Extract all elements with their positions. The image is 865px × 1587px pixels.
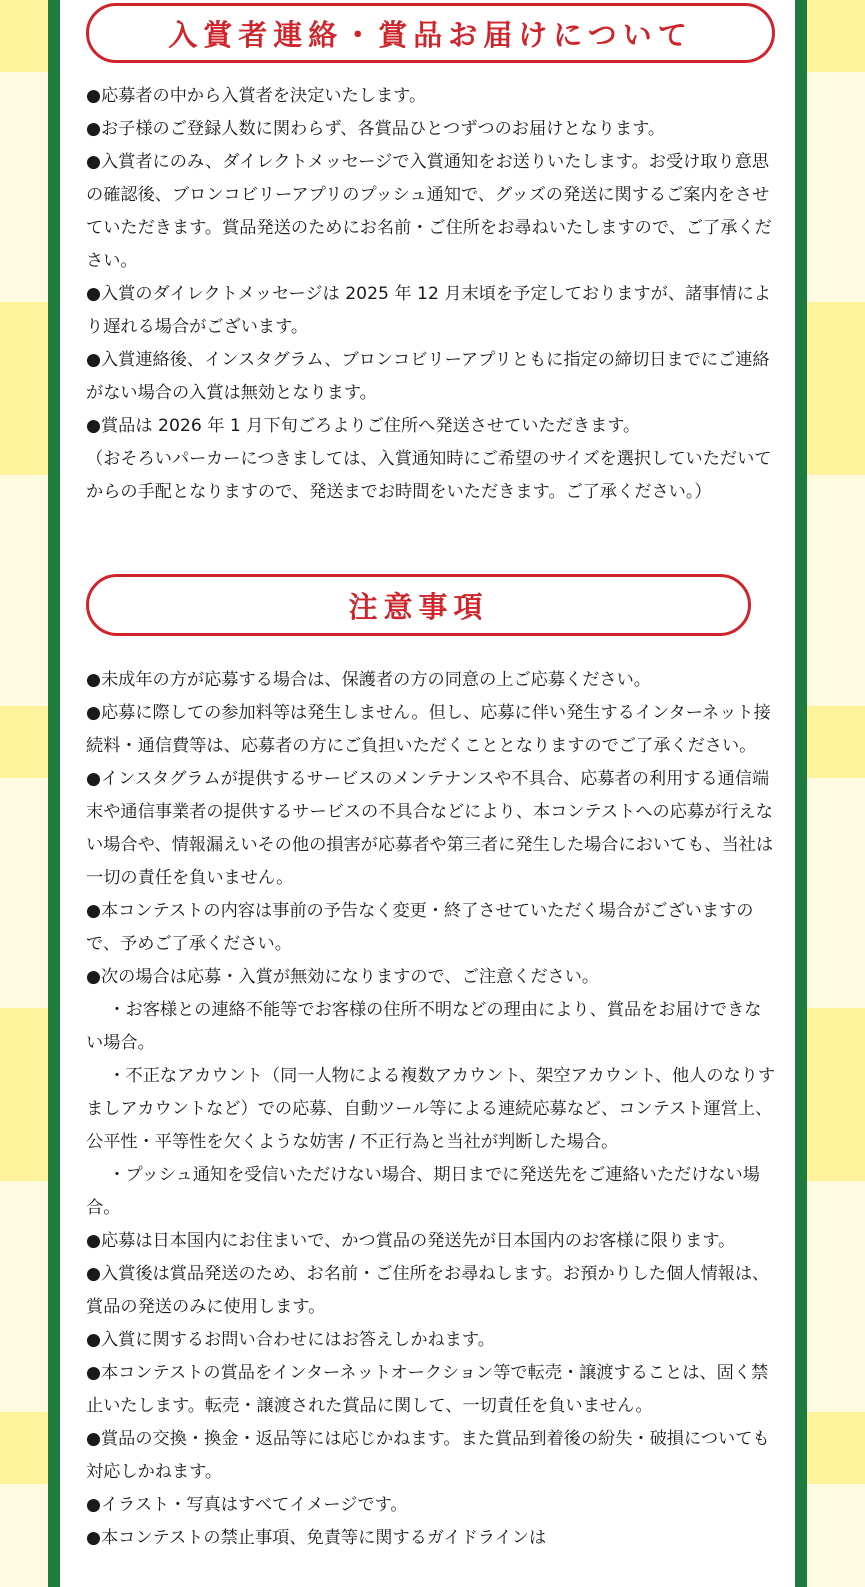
notice-item: ●賞品は 2026 年 1 月下旬ごろよりご住所へ発送させていただきます。: [86, 416, 641, 436]
caution-subitem: ・お客様との連絡不能等でお客様の住所不明などの理由により、賞品をお届けできない場合。: [86, 1000, 762, 1053]
winner-notice-text: [86, 80, 776, 509]
section-title: 注意事項: [348, 589, 489, 624]
notice-item: ●応募者の中から入賞者を決定いたします。: [86, 86, 427, 106]
cautions-text: [86, 664, 776, 1555]
caution-item: ●入賞に関するお問い合わせにはお答えしかねます。: [86, 1330, 495, 1350]
caution-item: ●未成年の方が応募する場合は、保護者の方の同意の上ご応募ください。: [86, 670, 651, 690]
caution-item: ●応募に際しての参加料等は発生しません。但し、応募に伴い発生するインターネット接続料・通信費等は、応募者の方にご負担いただくこととなりますのでご了承ください。: [86, 703, 771, 756]
notice-item: ●お子様のご登録人数に関わらず、各賞品ひとつずつのお届けとなります。: [86, 119, 666, 139]
section-header-winner-notice: [86, 3, 775, 63]
caution-item: ●イラスト・写真はすべてイメージです。: [86, 1495, 408, 1515]
caution-item: ●本コンテストの内容は事前の予告なく変更・終了させていただく場合がございますので、予めご了承ください。: [86, 901, 754, 954]
notice-item: ●入賞者にのみ、ダイレクトメッセージで入賞通知をお送りいたします。お受け取り意思の確認後、ブロンコビリーアプリのプッシュ通知で、グッズの発送に関するご案内をさせていただきます。賞品発送のためにお名前・ご住所をお尋ねいたしますので、ご了承ください。: [86, 152, 772, 271]
notice-item: ●入賞連絡後、インスタグラム、ブロンコビリーアプリともに指定の締切日までにご連絡がない場合の入賞は無効となります。: [86, 350, 770, 403]
caution-item: ●次の場合は応募・入賞が無効になりますので、ご注意ください。: [86, 967, 600, 987]
section-title: 入賞者連絡・賞品お届けについて: [168, 17, 693, 52]
caution-item: ●インスタグラムが提供するサービスのメンテナンスや不具合、応募者の利用する通信端末や通信事業者の提供するサービスの不具合などにより、本コンテストへの応募が行えない場合や、情報漏えいその他の損害が応募者や第三者に発生した場合においても、当社は一切の責任を負いません。: [86, 769, 774, 888]
caution-item: ●応募は日本国内にお住まいで、かつ賞品の発送先が日本国内のお客様に限ります。: [86, 1231, 736, 1251]
section-header-cautions: [86, 574, 751, 636]
notice-item: （おそろいパーカーにつきましては、入賞通知時にご希望のサイズを選択していただいてからの手配となりますので、発送までお時間をいただきます。ご了承ください。）: [86, 449, 772, 502]
caution-item: ●賞品の交換・換金・返品等には応じかねます。また賞品到着後の紛失・破損についても対応しかねます。: [86, 1429, 770, 1482]
caution-item: ●入賞後は賞品発送のため、お名前・ご住所をお尋ねします。お預かりした個人情報は、賞品の発送のみに使用します。: [86, 1264, 770, 1317]
caution-subitem: ・プッシュ通知を受信いただけない場合、期日までに発送先をご連絡いただけない場合。: [86, 1165, 760, 1218]
caution-item: ●本コンテストの賞品をインターネットオークション等で転売・譲渡することは、固く禁止いたします。転売・譲渡された賞品に関して、一切責任を負いません。: [86, 1363, 769, 1416]
caution-subitem: ・不正なアカウント（同一人物による複数アカウント、架空アカウント、他人のなりすましアカウントなど）での応募、自動ツール等による連続応募など、コンテスト運営上、公平性・平等性を欠くような妨害 / 不正行為と当社が判断した場合。: [86, 1066, 776, 1152]
caution-item: ●本コンテストの禁止事項、免責等に関するガイドラインは: [86, 1528, 547, 1548]
notice-item: ●入賞のダイレクトメッセージは 2025 年 12 月末頃を予定しておりますが、諸事情により遅れる場合がございます。: [86, 284, 771, 337]
